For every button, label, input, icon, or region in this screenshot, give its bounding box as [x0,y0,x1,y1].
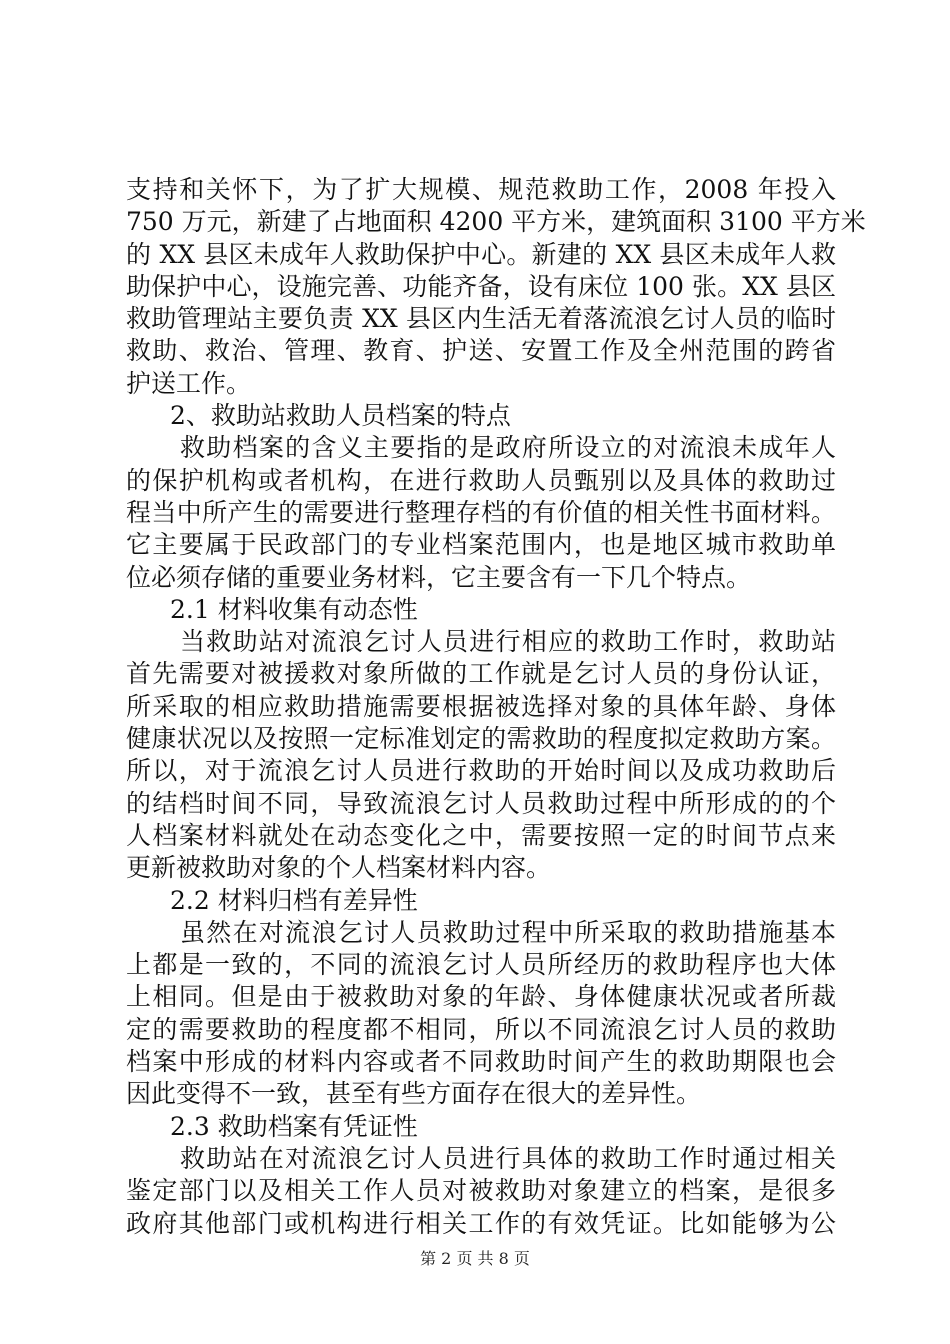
body-line: 政府其他部门或机构进行相关工作的有效凭证。比如能够为公 [126,1208,836,1238]
body-line: 上都是一致的，不同的流浪乞讨人员所经历的救助程序也大体 [126,950,836,980]
body-line: 定的需要救助的程度都不相同，所以不同流浪乞讨人员的救助 [126,1014,836,1044]
page-number-footer: 第 2 页 共 8 页 [420,1249,530,1268]
body-line: 支持和关怀下，为了扩大规模、规范救助工作，2008 年投入 [126,175,836,204]
body-line: 护送工作。 [126,368,252,398]
body-line: 它主要属于民政部门的专业档案范围内，也是地区城市救助单 [126,530,836,560]
body-line: 因此变得不一致，甚至有些方面存在很大的差异性。 [126,1079,702,1109]
body-line: 上相同。但是由于被救助对象的年龄、身体健康状况或者所裁 [126,982,836,1012]
paragraph-first-line: 救助站在对流浪乞讨人员进行具体的救助工作时通过相关 [180,1143,836,1173]
section-heading: 2、救助站救助人员档案的特点 [170,401,511,431]
body-line: 所以，对于流浪乞讨人员进行救助的开始时间以及成功救助后 [126,756,836,786]
body-line: 位必须存储的重要业务材料，它主要含有一下几个特点。 [126,562,752,592]
paragraph-first-line: 虽然在对流浪乞讨人员救助过程中所采取的救助措施基本 [180,917,836,947]
subsection-heading: 2.2 材料归档有差异性 [170,885,418,915]
document-body [126,174,866,1240]
body-line: 鉴定部门以及相关工作人员对被救助对象建立的档案，是很多 [126,1176,836,1206]
paragraph-first-line: 当救助站对流浪乞讨人员进行相应的救助工作时，救助站 [180,627,836,657]
body-line: 程当中所产生的需要进行整理存档的有价值的相关性书面材料。 [126,497,836,527]
body-line: 人档案材料就处在动态变化之中，需要按照一定的时间节点来 [126,820,836,850]
body-line: 更新被救助对象的个人档案材料内容。 [126,853,552,883]
body-line: 健康状况以及按照一定标准划定的需救助的程度拟定救助方案。 [126,724,836,754]
body-line: 助保护中心，设施完善、功能齐备，设有床位 100 张。XX 县区 [126,271,836,301]
body-line: 档案中形成的材料内容或者不同救助时间产生的救助期限也会 [126,1047,836,1077]
body-line: 救助管理站主要负责 XX 县区内生活无着落流浪乞讨人员的临时 [126,304,836,334]
body-line: 所采取的相应救助措施需要根据被选择对象的具体年龄、身体 [126,691,836,721]
body-line: 救助、救治、管理、教育、护送、安置工作及全州范围的跨省 [126,336,836,366]
body-line: 首先需要对被援救对象所做的工作就是乞讨人员的身份认证， [126,659,836,689]
body-line: 750 万元，新建了占地面积 4200 平方米，建筑面积 3100 平方米 [126,207,866,237]
body-line: 的结档时间不同，导致流浪乞讨人员救助过程中所形成的的个 [126,788,836,818]
paragraph-first-line: 救助档案的含义主要指的是政府所设立的对流浪未成年人 [180,433,836,463]
body-line: 的 XX 县区未成年人救助保护中心。新建的 XX 县区未成年人救 [126,239,836,269]
subsection-heading: 2.3 救助档案有凭证性 [170,1111,418,1141]
subsection-heading: 2.1 材料收集有动态性 [170,594,418,624]
body-line: 的保护机构或者机构，在进行救助人员甄别以及具体的救助过 [126,465,836,495]
